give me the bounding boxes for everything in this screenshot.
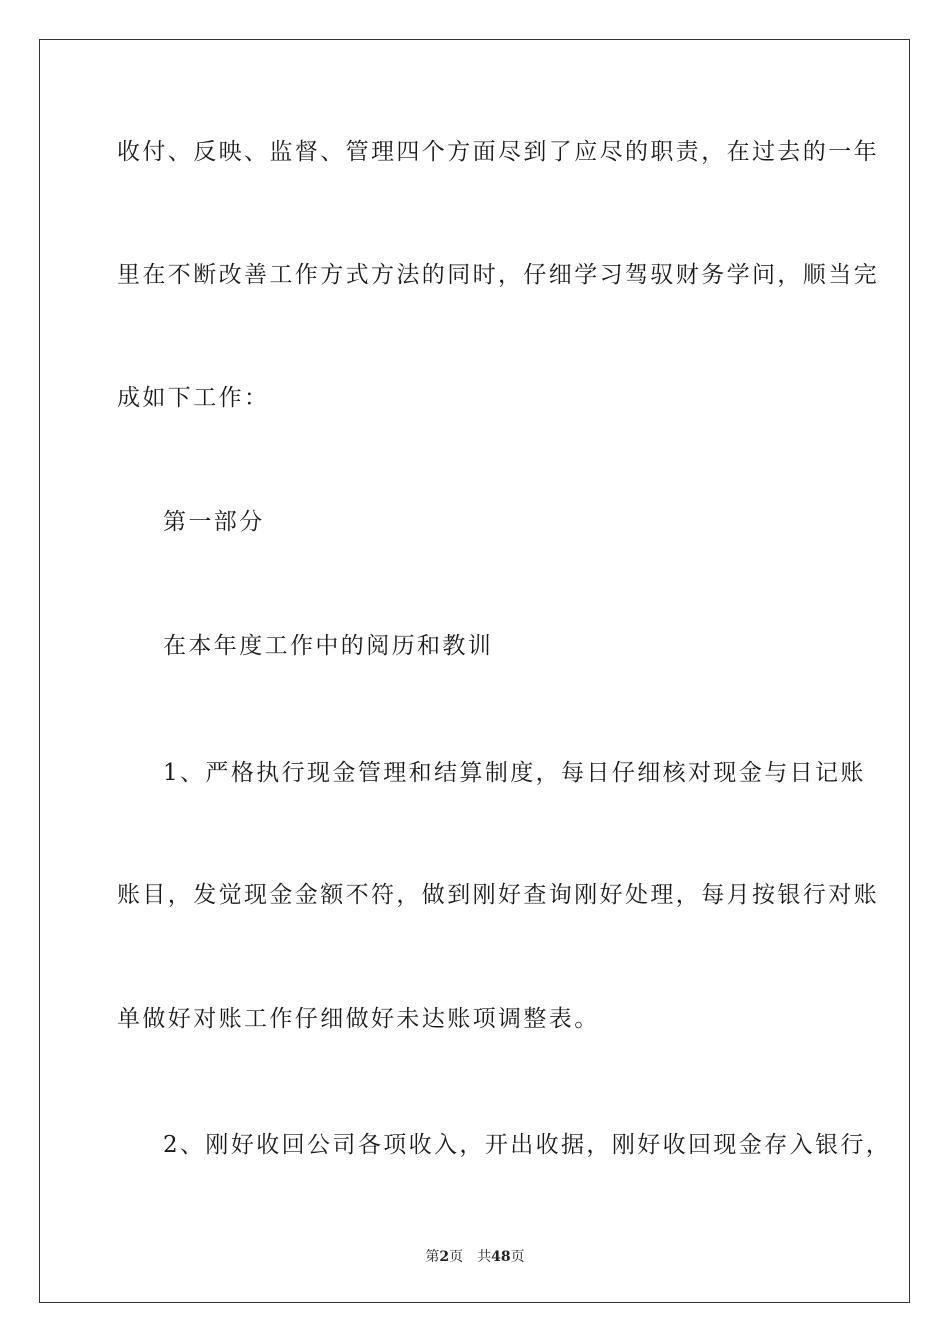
paragraph-line: 账目，发觉现金金额不符，做到刚好查询刚好处理，每月按银行对账 <box>117 882 879 908</box>
footer-total-prefix: 共 <box>477 1249 492 1265</box>
footer-page-number: 2 <box>439 1249 450 1265</box>
footer-page-prefix: 第 <box>425 1249 440 1265</box>
footer-page-suffix: 页 <box>449 1249 464 1265</box>
paragraph-line: 单做好对账工作仔细做好未达账项调整表。 <box>117 1006 600 1032</box>
footer-total-pages: 48 <box>491 1249 511 1265</box>
paragraph-line: 里在不断改善工作方式方法的同时，仔细学习驾驭财务学问，顺当完 <box>117 262 879 288</box>
page-frame <box>39 39 910 1303</box>
section-heading: 第一部分 <box>163 509 265 535</box>
paragraph-line: 成如下工作： <box>117 385 270 411</box>
footer-total-suffix: 页 <box>510 1249 525 1265</box>
paragraph-line: 收付、反映、监督、管理四个方面尽到了应尽的职责，在过去的一年 <box>117 139 879 165</box>
paragraph-line: 1、严格执行现金管理和结算制度，每日仔细核对现金与日记账 <box>163 760 866 786</box>
page-footer <box>0 1248 950 1266</box>
section-subheading: 在本年度工作中的阅历和教训 <box>163 633 494 659</box>
paragraph-line: 2、刚好收回公司各项收入，开出收据，刚好收回现金存入银行， <box>163 1132 892 1158</box>
